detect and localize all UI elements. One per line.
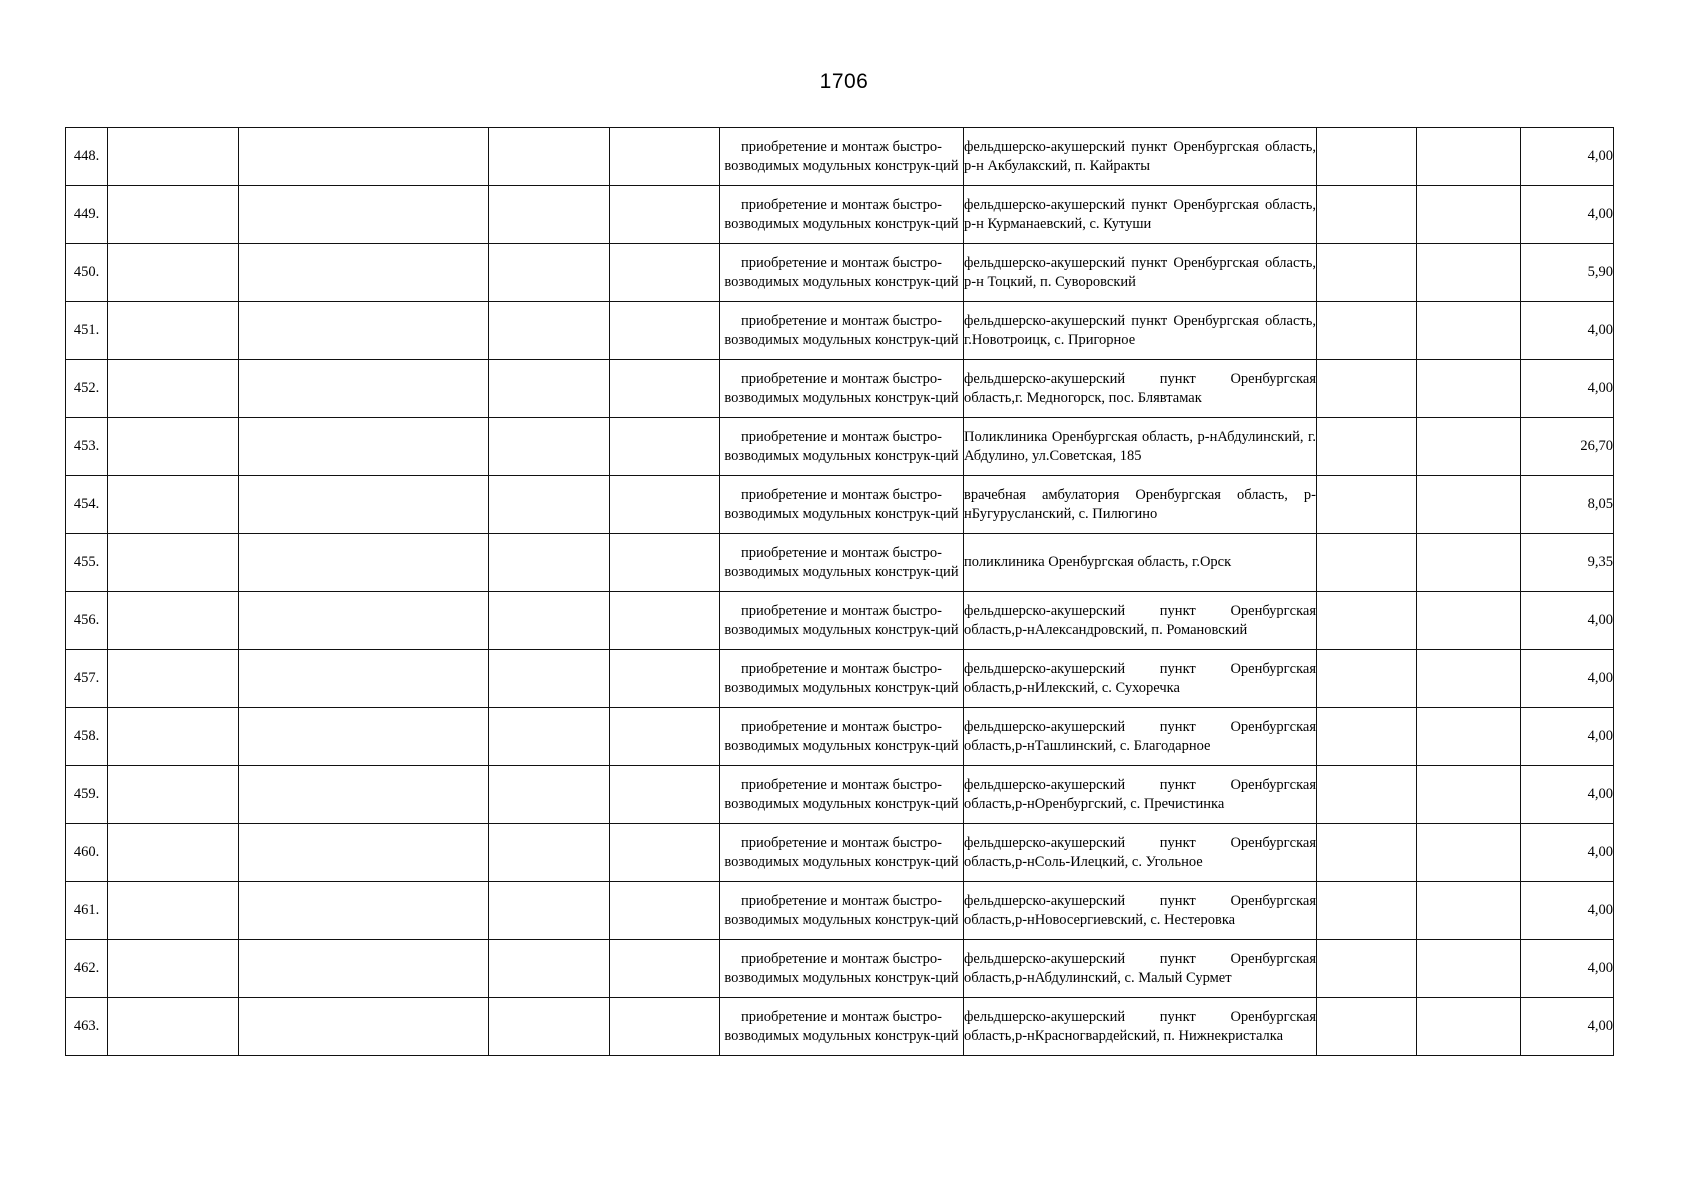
empty-cell — [610, 998, 720, 1056]
work-type-cell: приобретение и монтаж быстро-возводимых модульных конструк-ций — [720, 534, 964, 592]
table-row — [66, 882, 1614, 940]
empty-cell — [489, 824, 610, 882]
object-cell: врачебная амбулатория Оренбургская область, р-нБугурусланский, с. Пилюгино — [964, 476, 1317, 534]
empty-cell — [1317, 534, 1417, 592]
empty-cell — [1417, 882, 1521, 940]
row-number: 458. — [66, 708, 108, 766]
empty-cell — [1317, 244, 1417, 302]
empty-cell — [108, 592, 239, 650]
empty-cell — [489, 244, 610, 302]
amount-cell: 9,35 — [1521, 534, 1614, 592]
empty-cell — [489, 882, 610, 940]
empty-cell — [610, 360, 720, 418]
row-number: 461. — [66, 882, 108, 940]
amount-cell: 4,00 — [1521, 882, 1614, 940]
empty-cell — [610, 650, 720, 708]
table-row — [66, 824, 1614, 882]
empty-cell — [610, 592, 720, 650]
amount-cell: 4,00 — [1521, 650, 1614, 708]
empty-cell — [108, 418, 239, 476]
row-number: 452. — [66, 360, 108, 418]
row-number: 449. — [66, 186, 108, 244]
empty-cell — [1317, 128, 1417, 186]
empty-cell — [239, 244, 489, 302]
empty-cell — [1417, 418, 1521, 476]
empty-cell — [489, 302, 610, 360]
empty-cell — [1417, 360, 1521, 418]
empty-cell — [610, 882, 720, 940]
empty-cell — [489, 766, 610, 824]
table-row — [66, 186, 1614, 244]
object-cell: фельдшерско-акушерский пункт Оренбургская область, р-н Курманаевский, с. Кутуши — [964, 186, 1317, 244]
empty-cell — [610, 534, 720, 592]
empty-cell — [1417, 476, 1521, 534]
empty-cell — [108, 940, 239, 998]
object-cell: фельдшерско-акушерский пункт Оренбургская область, г.Новотроицк, с. Пригорное — [964, 302, 1317, 360]
table-row — [66, 592, 1614, 650]
table-row — [66, 708, 1614, 766]
empty-cell — [108, 766, 239, 824]
empty-cell — [239, 418, 489, 476]
empty-cell — [610, 766, 720, 824]
amount-cell: 4,00 — [1521, 186, 1614, 244]
empty-cell — [1317, 882, 1417, 940]
empty-cell — [239, 534, 489, 592]
empty-cell — [610, 476, 720, 534]
amount-cell: 5,90 — [1521, 244, 1614, 302]
work-type-cell: приобретение и монтаж быстро-возводимых модульных конструк-ций — [720, 128, 964, 186]
work-type-cell: приобретение и монтаж быстро-возводимых модульных конструк-ций — [720, 592, 964, 650]
empty-cell — [489, 998, 610, 1056]
empty-cell — [610, 128, 720, 186]
empty-cell — [1417, 244, 1521, 302]
empty-cell — [239, 708, 489, 766]
object-cell: фельдшерско-акушерский пункт Оренбургская область,р-нИлекский, с. Сухоречка — [964, 650, 1317, 708]
object-cell: фельдшерско-акушерский пункт Оренбургская область,р-нАбдулинский, с. Малый Сурмет — [964, 940, 1317, 998]
empty-cell — [1317, 360, 1417, 418]
empty-cell — [1417, 998, 1521, 1056]
empty-cell — [610, 824, 720, 882]
row-number: 459. — [66, 766, 108, 824]
empty-cell — [1417, 592, 1521, 650]
empty-cell — [1317, 650, 1417, 708]
row-number: 455. — [66, 534, 108, 592]
empty-cell — [1417, 650, 1521, 708]
empty-cell — [610, 940, 720, 998]
row-number: 453. — [66, 418, 108, 476]
empty-cell — [108, 882, 239, 940]
empty-cell — [610, 244, 720, 302]
empty-cell — [108, 476, 239, 534]
budget-table — [65, 127, 1614, 1056]
work-type-cell: приобретение и монтаж быстро-возводимых модульных конструк-ций — [720, 766, 964, 824]
page-number: 1706 — [819, 70, 869, 93]
table-row — [66, 650, 1614, 708]
object-cell: фельдшерско-акушерский пункт Оренбургская область,р-нТашлинский, с. Благодарное — [964, 708, 1317, 766]
empty-cell — [239, 824, 489, 882]
empty-cell — [1417, 534, 1521, 592]
empty-cell — [108, 186, 239, 244]
work-type-cell: приобретение и монтаж быстро-возводимых модульных конструк-ций — [720, 476, 964, 534]
amount-cell: 4,00 — [1521, 824, 1614, 882]
row-number: 451. — [66, 302, 108, 360]
empty-cell — [1317, 824, 1417, 882]
amount-cell: 8,05 — [1521, 476, 1614, 534]
amount-cell: 4,00 — [1521, 592, 1614, 650]
object-cell: Поликлиника Оренбургская область, р-нАбдулинский, г. Абдулино, ул.Советская, 185 — [964, 418, 1317, 476]
amount-cell: 4,00 — [1521, 998, 1614, 1056]
work-type-cell: приобретение и монтаж быстро-возводимых модульных конструк-ций — [720, 302, 964, 360]
empty-cell — [108, 534, 239, 592]
empty-cell — [1417, 824, 1521, 882]
work-type-cell: приобретение и монтаж быстро-возводимых модульных конструк-ций — [720, 360, 964, 418]
empty-cell — [239, 592, 489, 650]
empty-cell — [1317, 418, 1417, 476]
empty-cell — [239, 940, 489, 998]
empty-cell — [1417, 302, 1521, 360]
empty-cell — [489, 476, 610, 534]
empty-cell — [108, 708, 239, 766]
empty-cell — [108, 302, 239, 360]
empty-cell — [239, 998, 489, 1056]
empty-cell — [239, 766, 489, 824]
object-cell: фельдшерско-акушерский пункт Оренбургская область,р-нОренбургский, с. Пречистинка — [964, 766, 1317, 824]
empty-cell — [1317, 998, 1417, 1056]
table-row — [66, 128, 1614, 186]
empty-cell — [1317, 766, 1417, 824]
table-row — [66, 998, 1614, 1056]
object-cell: поликлиника Оренбургская область, г.Орск — [964, 534, 1317, 592]
empty-cell — [1417, 766, 1521, 824]
empty-cell — [489, 650, 610, 708]
empty-cell — [489, 418, 610, 476]
work-type-cell: приобретение и монтаж быстро-возводимых модульных конструк-ций — [720, 882, 964, 940]
empty-cell — [108, 128, 239, 186]
object-cell: фельдшерско-акушерский пункт Оренбургская область,р-нКрасногвардейский, п. Нижнекристалка — [964, 998, 1317, 1056]
row-number: 457. — [66, 650, 108, 708]
empty-cell — [239, 302, 489, 360]
empty-cell — [1417, 186, 1521, 244]
empty-cell — [1317, 302, 1417, 360]
empty-cell — [489, 708, 610, 766]
empty-cell — [239, 128, 489, 186]
table-body — [66, 128, 1614, 1056]
table-row — [66, 244, 1614, 302]
empty-cell — [239, 882, 489, 940]
table-row — [66, 534, 1614, 592]
amount-cell: 4,00 — [1521, 940, 1614, 998]
empty-cell — [489, 592, 610, 650]
row-number: 463. — [66, 998, 108, 1056]
empty-cell — [1417, 128, 1521, 186]
empty-cell — [1417, 940, 1521, 998]
object-cell: фельдшерско-акушерский пункт Оренбургская область,р-нАлександровский, п. Романовский — [964, 592, 1317, 650]
object-cell: фельдшерско-акушерский пункт Оренбургская область, р-н Акбулакский, п. Кайракты — [964, 128, 1317, 186]
table-row — [66, 360, 1614, 418]
row-number: 450. — [66, 244, 108, 302]
empty-cell — [489, 128, 610, 186]
empty-cell — [108, 244, 239, 302]
work-type-cell: приобретение и монтаж быстро-возводимых модульных конструк-ций — [720, 186, 964, 244]
empty-cell — [610, 708, 720, 766]
empty-cell — [108, 360, 239, 418]
empty-cell — [239, 360, 489, 418]
amount-cell: 26,70 — [1521, 418, 1614, 476]
empty-cell — [610, 418, 720, 476]
amount-cell: 4,00 — [1521, 766, 1614, 824]
object-cell: фельдшерско-акушерский пункт Оренбургская область,р-нСоль-Илецкий, с. Угольное — [964, 824, 1317, 882]
empty-cell — [489, 534, 610, 592]
amount-cell: 4,00 — [1521, 360, 1614, 418]
row-number: 456. — [66, 592, 108, 650]
empty-cell — [108, 650, 239, 708]
work-type-cell: приобретение и монтаж быстро-возводимых модульных конструк-ций — [720, 824, 964, 882]
empty-cell — [239, 476, 489, 534]
empty-cell — [108, 824, 239, 882]
empty-cell — [1317, 186, 1417, 244]
empty-cell — [489, 186, 610, 244]
empty-cell — [108, 998, 239, 1056]
empty-cell — [489, 940, 610, 998]
table-row — [66, 940, 1614, 998]
row-number: 460. — [66, 824, 108, 882]
amount-cell: 4,00 — [1521, 302, 1614, 360]
empty-cell — [1317, 476, 1417, 534]
empty-cell — [610, 186, 720, 244]
row-number: 448. — [66, 128, 108, 186]
empty-cell — [1317, 592, 1417, 650]
object-cell: фельдшерско-акушерский пункт Оренбургская область,р-нНовосергиевский, с. Нестеровка — [964, 882, 1317, 940]
table-row — [66, 766, 1614, 824]
empty-cell — [489, 360, 610, 418]
table-row — [66, 302, 1614, 360]
empty-cell — [1317, 940, 1417, 998]
work-type-cell: приобретение и монтаж быстро-возводимых модульных конструк-ций — [720, 940, 964, 998]
work-type-cell: приобретение и монтаж быстро-возводимых модульных конструк-ций — [720, 418, 964, 476]
work-type-cell: приобретение и монтаж быстро-возводимых модульных конструк-ций — [720, 650, 964, 708]
empty-cell — [1417, 708, 1521, 766]
row-number: 462. — [66, 940, 108, 998]
table-row — [66, 418, 1614, 476]
work-type-cell: приобретение и монтаж быстро-возводимых модульных конструк-ций — [720, 708, 964, 766]
empty-cell — [239, 186, 489, 244]
table-row — [66, 476, 1614, 534]
object-cell: фельдшерско-акушерский пункт Оренбургская область,г. Медногорск, пос. Блявтамак — [964, 360, 1317, 418]
empty-cell — [1317, 708, 1417, 766]
row-number: 454. — [66, 476, 108, 534]
work-type-cell: приобретение и монтаж быстро-возводимых модульных конструк-ций — [720, 998, 964, 1056]
object-cell: фельдшерско-акушерский пункт Оренбургская область, р-н Тоцкий, п. Суворовский — [964, 244, 1317, 302]
work-type-cell: приобретение и монтаж быстро-возводимых модульных конструк-ций — [720, 244, 964, 302]
empty-cell — [610, 302, 720, 360]
amount-cell: 4,00 — [1521, 708, 1614, 766]
amount-cell: 4,00 — [1521, 128, 1614, 186]
empty-cell — [239, 650, 489, 708]
